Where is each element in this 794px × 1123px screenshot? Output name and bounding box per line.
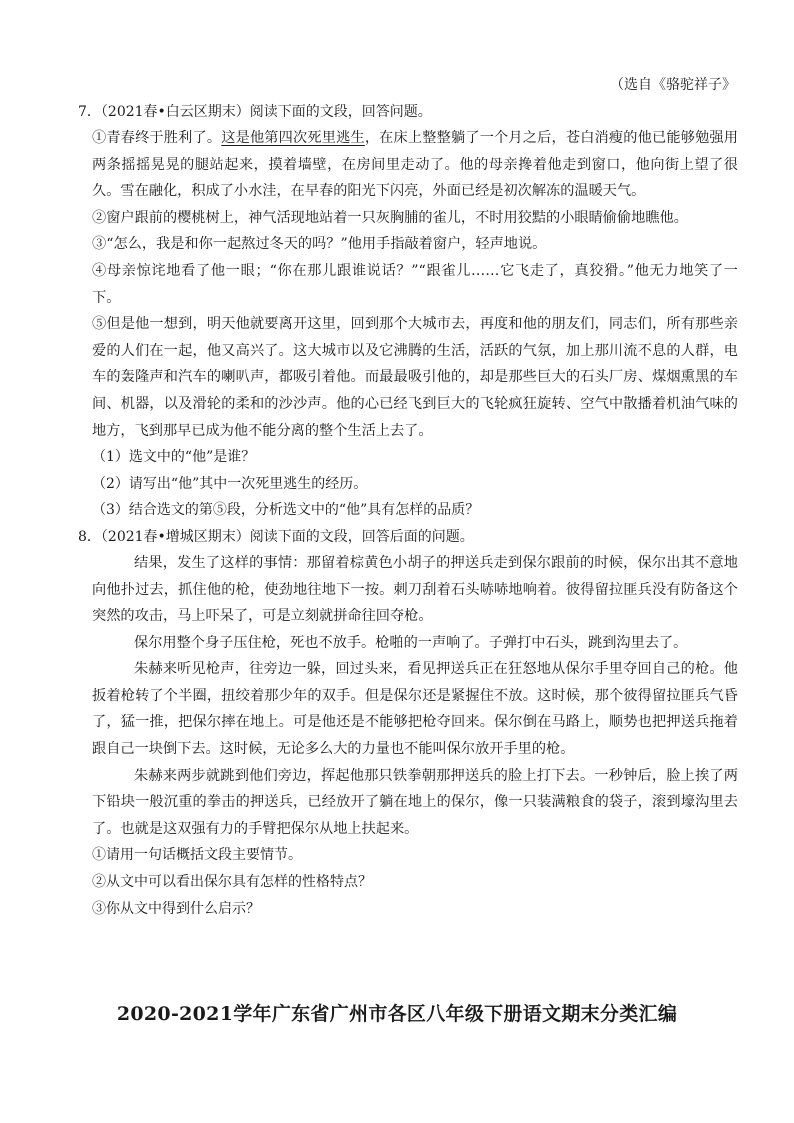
question-8 xyxy=(78,524,738,922)
q7-paragraph-2: ②窗户跟前的樱桃树上，神气活现地站着一只灰胸脯的雀儿，不时用狡黠的小眼睛偷偷地瞧他。 xyxy=(92,209,688,226)
q8-subquestion-2: ②从文中可以看出保尔具有怎样的性格特点？ xyxy=(92,874,372,891)
question-7-heading: 7．（2021春•白云区期末）阅读下面的文段，回答问题。 xyxy=(78,104,432,120)
q7-p1-underlined: 这是他第四次死里逃生 xyxy=(221,130,365,146)
collection-title: 2020-2021学年广东省广州市各区八年级下册语文期末分类汇编 xyxy=(116,1003,678,1025)
q7-p1-lead: ①青春终于胜利了。 xyxy=(92,130,222,146)
q8-paragraph-2: 保尔用整个身子压住枪，死也不放手。枪啪的一声响了。子弹打中石头，跳到沟里去了。 xyxy=(134,634,688,651)
q7-paragraph-1 xyxy=(78,125,738,205)
source-note: （选自《骆驼祥子》 xyxy=(610,77,736,93)
q7-paragraph-4: ④母亲惊诧地看了他一眼；“你在那儿跟谁说话？”“跟雀儿……它飞走了，真狡猾。”他无力地笑了一下。 xyxy=(92,262,738,306)
q8-subquestion-1: ①请用一句话概括文段主要情节。 xyxy=(92,847,302,864)
q7-p1-rest: ，在床上整整躺了一个月之后，苍白消瘦的他已能够勉强用两条摇摇晃晃的腿站起来，摸着墙壁，在房间里走动了。他的母亲搀着他走到窗口，他向街上望了很久。雪在融化，积成了小水洼，在早春的阳光下闪亮，外面已经是初次解冻的温暖天气。 xyxy=(92,130,738,200)
q8-paragraph-1: 结果，发生了这样的事情：那留着棕黄色小胡子的押送兵走到保尔跟前的时候，保尔出其不意地向他扑过去，抓住他的枪，使劲地往地下一按。刺刀刮着石头哧哧地响着。彼得留拉匪兵没有防备这个突然的攻击，马上吓呆了，可是立刻就拼命往回夺枪。 xyxy=(92,554,738,625)
q8-paragraph-3: 朱赫来听见枪声，往旁边一躲，回过头来，看见押送兵正在狂怒地从保尔手里夺回自己的枪。他扳着枪转了个半圈，扭绞着那少年的双手。但是保尔还是紧握住不放。这时候，那个彼得留拉匪兵气昏了，猛一推，把保尔摔在地上。可是他还是不能够把枪夺回来。保尔倒在马路上，顺势也把押送兵拖着跟自己一块倒下去。这时候，无论多么大的力量也不能叫保尔放开手里的枪。 xyxy=(92,661,738,758)
q8-paragraph-4: 朱赫来两步就跳到他们旁边，挥起他那只铁拳朝那押送兵的脸上打下去。一秒钟后，脸上挨了两下铅块一般沉重的拳击的押送兵，已经放开了躺在地上的保尔，像一只装满粮食的袋子，滚到壕沟里去了。也就是这双强有力的手臂把保尔从地上扶起来。 xyxy=(92,767,738,837)
q7-subquestion-3: （3）结合选文的第⑤段，分析选文中的“他”具有怎样的品质？ xyxy=(92,502,480,519)
question-8-heading: 8．（2021春•增城区期末）阅读下面的文段，回答后面的问题。 xyxy=(78,528,474,545)
q7-subquestion-2: （2）请写出“他”其中一次死里逃生的经历。 xyxy=(92,475,368,492)
q7-subquestion-1: （1）选文中的“他”是谁？ xyxy=(92,449,256,466)
q7-paragraph-5: ⑤但是他一想到，明天他就要离开这里，回到那个大城市去，再度和他的朋友们，同志们，所有那些亲爱的人们在一起，他又高兴了。这大城市以及它沸腾的生活，活跃的气氛，加上那川流不息的人群，电车的轰隆声和汽车的喇叭声，都吸引着他。而最最吸引他的，却是那些巨大的石头厂房、煤烟熏黑的车间、机器，以及滑轮的柔和的沙沙声。他的心已经飞到巨大的飞轮疯狂旋转、空气中散播着机油气味的地方，飞到那早已成为他不能分离的整个生活上去了。 xyxy=(92,316,738,439)
document-content xyxy=(78,99,738,922)
question-7 xyxy=(78,99,738,524)
q7-paragraph-3: ③“怎么，我是和你一起熬过冬天的吗？”他用手指敲着窗户，轻声地说。 xyxy=(92,236,547,253)
q8-subquestion-3: ③你从文中得到什么启示？ xyxy=(92,900,260,917)
